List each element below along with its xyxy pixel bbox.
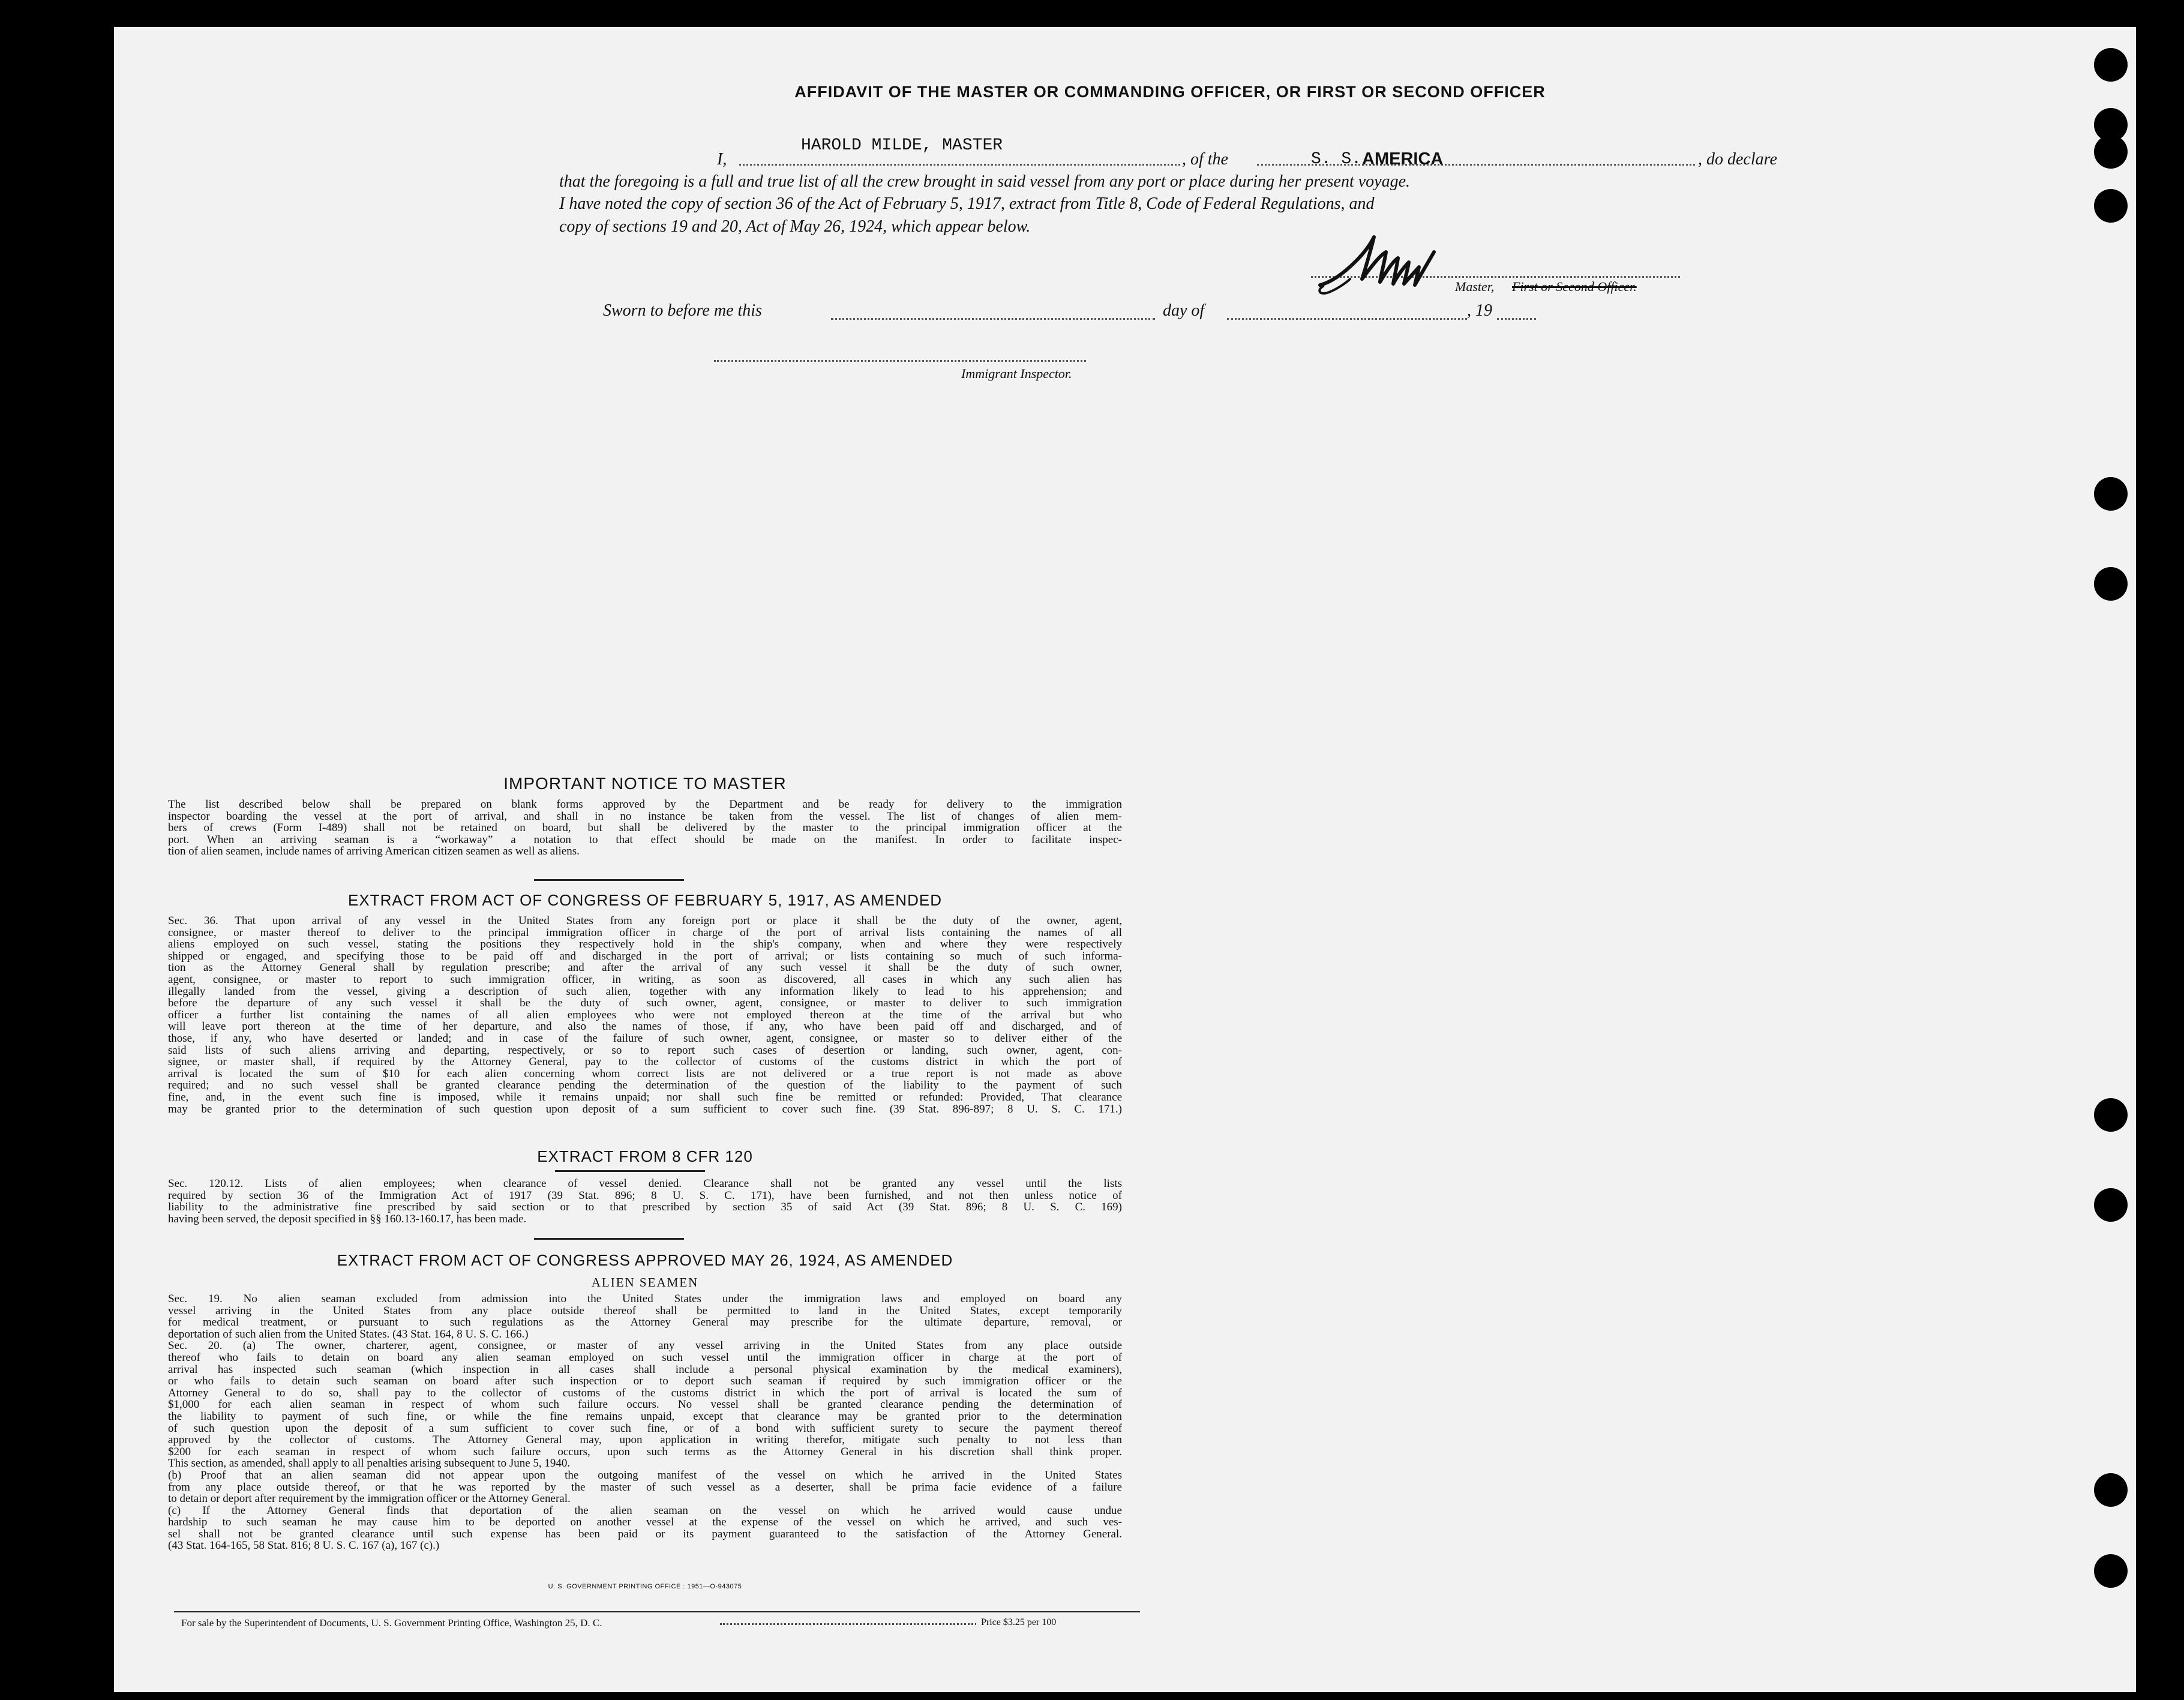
master-signature [1314, 225, 1458, 303]
of-the-text: , of the [1182, 150, 1228, 169]
extract-line: Sec. 19. No alien seaman excluded from admission into the United States under the immigration laws and employed on board any [168, 1293, 1122, 1305]
extract-line: deportation of such alien from the United States. (43 Stat. 164, 8 U. S. C. 166.) [168, 1327, 529, 1341]
affidavit-line-4: copy of sections 19 and 20, Act of May 26, 1924, which appear below. [559, 217, 1031, 236]
notice-line: The list described below shall be prepared on blank forms approved by the Department and be ready for delivery to the immigration [168, 798, 1122, 811]
extract-line: consignee, or master thereof to deliver to the principal immigration officer in charge of the port of arrival lists containing the names of all [168, 926, 1122, 939]
extract-1917-body [168, 915, 1122, 1115]
punch-hole [2094, 135, 2128, 169]
notice-heading: IMPORTANT NOTICE TO MASTER [503, 774, 787, 793]
affidavit-line-3: I have noted the copy of section 36 of the Act of February 5, 1917, extract from Title 8, Code of Federal Regulations, and [559, 194, 1375, 213]
extract-line: arrival is located the sum of $10 for each alien concerning whom correct lists are not delivered or a true report is not made as above [168, 1067, 1122, 1080]
notice-line: inspector boarding the vessel at the port of arrival, and shall in no instance be taken from the vessel. The list of changes of alien mem- [168, 809, 1122, 823]
divider [534, 1238, 684, 1240]
affidavit-title: AFFIDAVIT OF THE MASTER OR COMMANDING OFFICER, OR FIRST OR SECOND OFFICER [794, 83, 1546, 101]
extract-line: sel shall not be granted clearance until such expense has been paid or its payment guaranteed to the satisfaction of the Attorney General. [168, 1527, 1122, 1540]
punch-hole [2094, 477, 2128, 511]
sworn-day-field [831, 318, 1155, 320]
sworn-prefix: Sworn to before me this [603, 301, 762, 320]
gpo-imprint: U. S. GOVERNMENT PRINTING OFFICE : 1951—O-943075 [548, 1583, 742, 1590]
extract-line: required by section 36 of the Immigration Act of 1917 (39 Stat. 896; 8 U. S. C. 171), have been furnished, and not then unless notice of [168, 1189, 1122, 1202]
extract-1924-subheading: ALIEN SEAMEN [591, 1275, 699, 1290]
sworn-year-field [1497, 318, 1536, 320]
punch-hole [2094, 1473, 2128, 1507]
extract-line: $1,000 for each alien seaman in respect of whom such failure occurs. No vessel shall be granted clearance pending the determination of [168, 1398, 1122, 1411]
extract-line: Sec. 120.12. Lists of alien employees; when clearance of vessel denied. Clearance shall not be granted any vessel until the lists [168, 1177, 1122, 1190]
inspector-signature-line [714, 360, 1086, 362]
extract-line: Sec. 36. That upon arrival of any vessel in the United States from any foreign port or place it shall be the duty of the owner, agent, [168, 915, 1122, 927]
punch-hole [2094, 189, 2128, 223]
extract-line: hardship to such seaman he may cause him to be deported on another vessel at the expense of the vessel on which he arrived, and such ves- [168, 1516, 1122, 1529]
extract-line: tion as the Attorney General shall by regulation prescribe; and after the arrival of any such vessel it shall be the duty of such owner, [168, 961, 1122, 975]
form-page [114, 27, 2136, 1692]
declarant-prefix: I, [717, 150, 727, 169]
extract-line: for medical treatment, or pursuant to such regulations as the Attorney General may prescribe for the ultimate departure, removal, or [168, 1316, 1122, 1329]
extract-line: fine, and, in the event such fine is imposed, while it remains unpaid; nor shall such fine be remitted or refunded: Provided, That clearance [168, 1090, 1122, 1104]
punch-hole [2094, 567, 2128, 601]
extract-cfr-heading: EXTRACT FROM 8 CFR 120 [537, 1147, 753, 1165]
notice-line: tion of alien seamen, include names of arriving American citizen seamen as well as aliens. [168, 845, 580, 858]
extract-line: or who fails to detain such seaman on board after such inspection or to deport such seaman if required by such immigration officer or the [168, 1375, 1122, 1388]
signature-caption-struck: First or Second Officer. [1512, 279, 1637, 294]
extract-line: liability to the administrative fine prescribed by said section or to that prescribed by section 35 of said Act (39 Stat. 896; 8 U. S. C. 169) [168, 1201, 1122, 1214]
extract-line: aliens employed on such vessel, stating the positions they respectively hold in the ship's company, when and where they were respectively [168, 938, 1122, 951]
notice-line: port. When an arriving seaman is a “workaway” a notation to that effect should be made on the manifest. In order to facilitate inspec- [168, 833, 1122, 846]
punch-hole [2094, 1554, 2128, 1588]
extract-line: $200 for each seaman in respect of whom such failure occurs, upon such terms as the Attorney General in his discretion shall think proper. [168, 1445, 1122, 1458]
extract-1924-body [168, 1293, 1122, 1552]
extract-line: the liability to payment of such fine, or while the fine remains unpaid, except that clearance may be granted prior to the determination [168, 1410, 1122, 1423]
extract-line: Sec. 20. (a) The owner, charterer, agent, consignee, or master of any vessel arriving in the United States from any place outside [168, 1339, 1122, 1353]
footer-rule [174, 1611, 1140, 1612]
extract-line: This section, as amended, shall apply to all penalties arising subsequent to June 5, 1940. [168, 1457, 571, 1470]
notice-line: bers of crews (Form I-489) shall not be retained on board, but shall be delivered by the master to the principal immigration officer at the [168, 821, 1122, 835]
extract-1924-heading: EXTRACT FROM ACT OF CONGRESS APPROVED MAY 26, 1924, AS AMENDED [337, 1251, 953, 1269]
extract-line: signee, or master shall, if required by the Attorney General, pay to the collector of customs of the customs district in which the port of [168, 1056, 1122, 1069]
extract-line: said lists of such aliens arriving and departing, respectively, or so to report such cases of desertion or landing, such owner, agent, con- [168, 1044, 1122, 1057]
signature-caption-master: Master, [1455, 279, 1495, 294]
extract-line: agent, consignee, or master to report to such immigration officer, in writing, as soon as discovered, all cases in which any such alien has [168, 973, 1122, 986]
extract-line: those, if any, who have deserted or landed; and in case of the failure of such owner, agent, consignee, or master so to deliver either of the [168, 1032, 1122, 1045]
extract-line: (b) Proof that an alien seaman did not appear upon the outgoing manifest of the vessel on which he arrived in the United States [168, 1468, 1122, 1482]
notice-body [168, 799, 1122, 858]
extract-line: before the departure of any such vessel it shall be the duty of such owner, agent, consignee, or master to deliver to such immigration [168, 997, 1122, 1010]
extract-line: having been served, the deposit specified in §§ 160.13-160.17, has been made. [168, 1212, 527, 1225]
declarant-name: HAROLD MILDE, MASTER [801, 136, 1003, 155]
price-notice: Price $3.25 per 100 [976, 1617, 1056, 1628]
year-prefix: , 19 [1467, 301, 1492, 320]
punch-hole [2094, 1188, 2128, 1222]
divider [555, 1170, 705, 1172]
affidavit-line-2: that the foregoing is a full and true list of all the crew brought in said vessel from any port or place during her present voyage. [559, 172, 1411, 191]
extract-line: shipped or engaged, and specifying those to be paid off and discharged in the port of arrival; or lists containing so much of such informa- [168, 949, 1122, 963]
inspector-caption: Immigrant Inspector. [961, 366, 1072, 381]
extract-line: Attorney General to do so, shall pay to the collector of customs of the customs district in which the port of arrival is located the sum of [168, 1386, 1122, 1399]
vessel-name: AMERICA [1362, 149, 1444, 169]
vessel-prefix: S. S. [1311, 150, 1362, 169]
extract-line: thereof who fails to detain on board any alien seaman employed on such vessel until the immigration officer in charge at the port of [168, 1351, 1122, 1364]
extract-line: may be granted prior to the determination of such question upon deposit of a sum sufficient to cover such fine. (39 Stat. 896-897; 8 U. S. C. 171.) [168, 1102, 1122, 1116]
extract-line: will leave port thereon at the time of her departure, and also the names of those, if any, who have been paid off and discharged, and of [168, 1020, 1122, 1033]
extract-cfr-body [168, 1178, 1122, 1225]
extract-line: from any place outside thereof, or that he was reported by the master of such vessel as a deserter, shall be prima facie evidence of a failure [168, 1480, 1122, 1494]
extract-line: to detain or deport after requirement by the immigration officer or the Attorney General. [168, 1492, 571, 1506]
do-declare-text: , do declare [1698, 150, 1777, 169]
extract-1917-heading: EXTRACT FROM ACT OF CONGRESS OF FEBRUARY 5, 1917, AS AMENDED [348, 891, 942, 909]
extract-line: arrival has inspected such seaman (which inspection in all cases shall include a personal physical examination by the medical examiners), [168, 1363, 1122, 1376]
declarant-field [739, 164, 1180, 166]
divider [534, 879, 684, 881]
extract-line: illegally landed from the vessel, giving a description of such alien, together with any information likely to lead to his apprehension; and [168, 985, 1122, 998]
sale-notice: For sale by the Superintendent of Documents, U. S. Government Printing Office, Washington 25, D. C. [181, 1617, 602, 1629]
extract-line: vessel arriving in the United States from any place outside thereof shall be permitted to land in the United States, except temporarily [168, 1304, 1122, 1317]
extract-line: approved by the collector of customs. The Attorney General may, upon application in writing therefor, mitigate such penalty to not less than [168, 1434, 1122, 1447]
day-of-text: day of [1163, 301, 1205, 320]
extract-line: (43 Stat. 164-165, 58 Stat. 816; 8 U. S. C. 167 (a), 167 (c).) [168, 1539, 440, 1552]
extract-line: required; and no such vessel shall be granted clearance pending the determination of the question of the liability to the payment of such [168, 1079, 1122, 1092]
punch-hole [2094, 1098, 2128, 1132]
extract-line: (c) If the Attorney General finds that deportation of the alien seaman on the vessel on which he arrived would cause undue [168, 1504, 1122, 1517]
sworn-month-field [1227, 318, 1467, 320]
punch-hole [2094, 48, 2128, 82]
extract-line: of such question upon the deposit of a sum sufficient to cover such fine, or of a bond with sufficient surety to secure the payment thereof [168, 1422, 1122, 1435]
extract-line: officer a further list containing the names of all alien employees who were not employed thereon at the time of the arrival but who [168, 1008, 1122, 1021]
